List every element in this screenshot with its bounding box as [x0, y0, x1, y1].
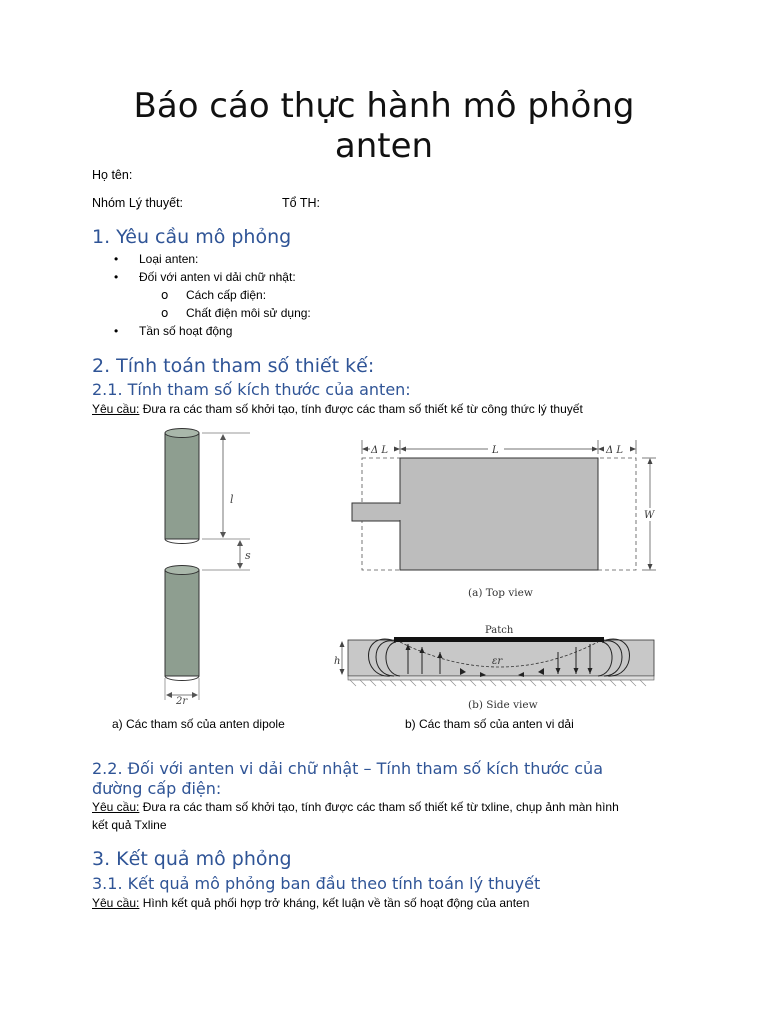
section1-heading: 1. Yêu cầu mô phỏng — [92, 226, 292, 248]
height-h-label: h — [334, 656, 341, 667]
requirement-text: Đưa ra các tham số khởi tạo, tính được các tham số thiết kế từ txline, chụp ảnh màn hình — [139, 800, 619, 814]
requirement-label: Yêu cầu: — [92, 402, 140, 416]
section3-1-requirement — [92, 894, 712, 912]
section2-2-requirement: Yêu cầu: Đưa ra các tham số khởi tạo, tính được các tham số thiết kế từ txline, chụp ảnh màn hình kết quả Txline — [92, 800, 619, 832]
dipole-upper-arm — [165, 433, 199, 539]
length-l-label: L — [492, 445, 499, 456]
ground-plane — [348, 676, 654, 680]
dipole-length-label: l — [230, 493, 234, 506]
list-item: • Tần số hoạt động — [114, 324, 233, 338]
requirement-label: Yêu cầu: — [92, 896, 140, 910]
bullet-icon: • — [114, 270, 119, 284]
list-item: o Cách cấp điện: — [161, 288, 267, 302]
section3-heading: 3. Kết quả mô phỏng — [92, 848, 292, 870]
side-view-caption: (b) Side view — [468, 699, 538, 711]
delta-l-left-label: Δ L — [371, 445, 389, 456]
team-field-label: Tổ TH: — [282, 196, 320, 210]
section2-1-requirement — [92, 400, 692, 418]
dipole-gap-label: s — [245, 549, 251, 562]
requirement-text: Hình kết quả phối hợp trở kháng, kết luận về tần số hoạt động của anten — [139, 896, 530, 910]
bullet-icon: • — [114, 324, 119, 338]
section2-2-heading: 2.2. Đối với anten vi dải chữ nhật – Tính tham số kích thước của đường cấp điện: — [92, 759, 603, 798]
section2-heading: 2. Tính toán tham số thiết kế: — [92, 355, 375, 377]
width-w-label: W — [644, 510, 655, 521]
delta-l-right-label: Δ L — [606, 445, 624, 456]
circle-bullet-icon: o — [161, 288, 169, 302]
patch-top-view — [400, 458, 598, 570]
requirement-label: Yêu cầu: — [92, 800, 140, 814]
permittivity-label: εr — [492, 656, 503, 667]
dipole-diameter-label: 2r — [176, 696, 188, 705]
feed-line — [352, 503, 400, 521]
dipole-lower-top — [165, 566, 199, 575]
list-item: • Đối với anten vi dải chữ nhật: — [114, 270, 296, 284]
patch-label: Patch — [485, 625, 514, 636]
dipole-upper-top — [165, 429, 199, 438]
requirement-text: Đưa ra các tham số khởi tạo, tính được các tham số thiết kế từ công thức lý thuyết — [139, 402, 583, 416]
patch-side-view — [394, 637, 604, 642]
page-title: Báo cáo thực hành mô phỏng anten — [133, 86, 635, 166]
group-field-label: Nhóm Lý thuyết: — [92, 196, 184, 210]
section3-1-heading: 3.1. Kết quả mô phỏng ban đầu theo tính toán lý thuyết — [92, 874, 541, 893]
top-view-caption: (a) Top view — [468, 587, 533, 599]
patch-antenna-figure — [330, 432, 666, 714]
bullet-icon: • — [114, 252, 119, 266]
list-item: • Loại anten: — [114, 252, 199, 266]
section1-list — [114, 250, 639, 340]
figure-caption-a: a) Các tham số của anten dipole — [112, 717, 285, 731]
name-field-label: Họ tên: — [92, 168, 133, 182]
figure-caption-b: b) Các tham số của anten vi dải — [405, 717, 574, 731]
circle-bullet-icon: o — [161, 306, 169, 320]
list-item: o Chất điện môi sử dụng: — [161, 306, 311, 320]
dipole-figure — [150, 425, 260, 705]
dipole-lower-arm — [165, 570, 199, 676]
section2-1-heading: 2.1. Tính tham số kích thước của anten: — [92, 380, 411, 399]
